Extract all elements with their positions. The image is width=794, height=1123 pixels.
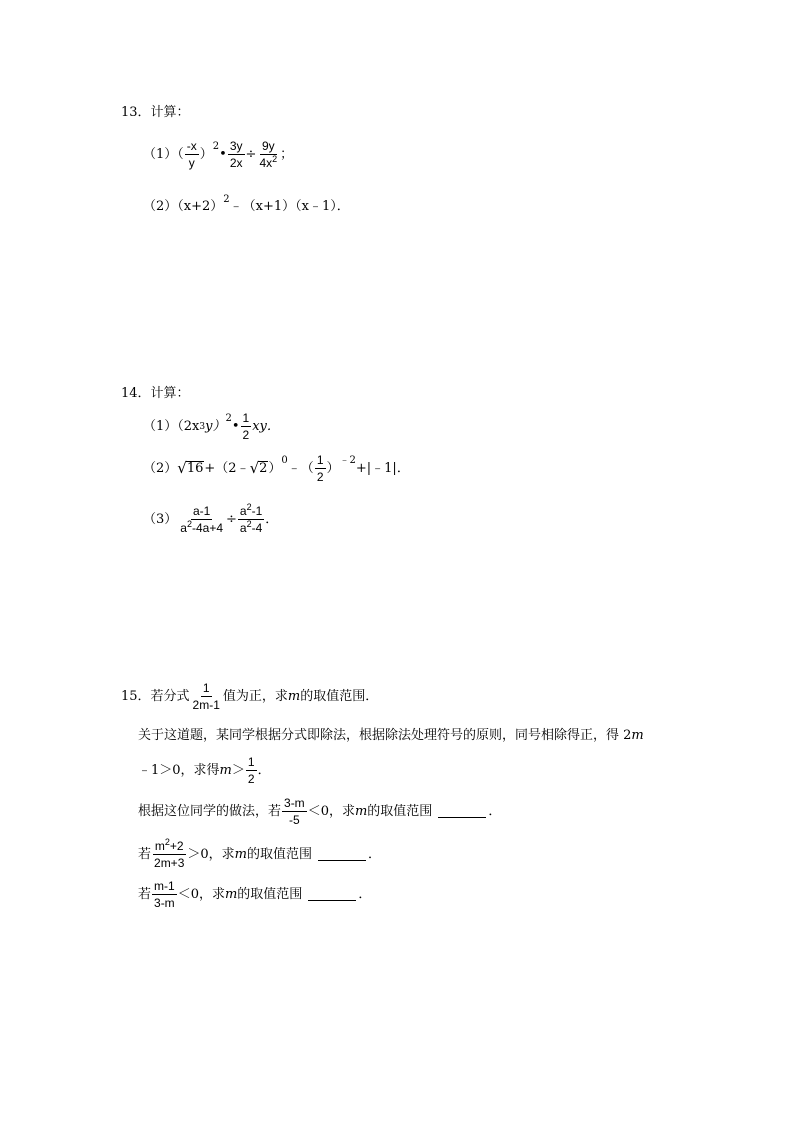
- num-rest: +2: [169, 839, 184, 853]
- q15-line3: [138, 797, 501, 826]
- num-rest: -1: [251, 504, 263, 518]
- q14-p3-frac-a: [178, 505, 225, 534]
- sqrt-symbol: √ 16: [177, 459, 204, 478]
- q15-line4-period: ．: [368, 847, 382, 862]
- q15-line2: [138, 756, 271, 785]
- den-rest: -4: [251, 521, 263, 535]
- frac-numerator: 3-m: [284, 796, 305, 810]
- den-rest: -4a+4: [191, 521, 224, 535]
- frac-numerator: 1: [242, 411, 250, 425]
- num-a: a: [239, 504, 247, 518]
- q15-line5-pre: 若: [138, 887, 152, 902]
- frac-denominator: 2m+3: [154, 856, 185, 870]
- q14-part2: [143, 454, 410, 483]
- q15-line3-pre: 根据这位同学的做法，若: [138, 804, 282, 819]
- q14-p3-end: ．: [265, 512, 279, 527]
- q15-line1: [138, 729, 644, 742]
- frac-numerator: 9y: [261, 139, 275, 153]
- q15-line3-m: m: [354, 804, 368, 819]
- q14-p3-label: （3）: [143, 512, 178, 527]
- q13-p1-frac-b: [228, 140, 245, 169]
- frac-numerator: -x: [186, 139, 197, 153]
- q15-line5-end: 的取值范围: [237, 887, 303, 902]
- den-exponent: 2: [186, 519, 192, 529]
- frac-numerator: 1: [316, 453, 324, 467]
- q15-title-pre: 15．若分式: [121, 689, 190, 704]
- q15-line2-frac: [246, 756, 257, 785]
- q14-p1-exponent: 2: [225, 412, 232, 424]
- q13-p1-dot: •: [219, 147, 227, 162]
- q15-line1-text: 关于这道题，某同学根据分式即除法，根据除法处理符号的原则，同号相除得正，得 2: [138, 728, 632, 743]
- q14-p2-plus: +（2﹣: [204, 461, 250, 476]
- q14-p3-frac-b: [238, 502, 264, 535]
- den-a: a: [239, 521, 247, 535]
- q13-part1: [143, 140, 293, 169]
- q15-line2-end: ．: [257, 763, 271, 778]
- q15-line3-mid: ＜0，求: [307, 804, 355, 819]
- q13-p1-label: （1）（: [143, 147, 184, 162]
- q15-line4-frac: [152, 837, 186, 870]
- q15-line2-m: m: [219, 763, 232, 778]
- q14-p2-tail: +|﹣1|．: [355, 461, 410, 476]
- q14-title: 14．计算：: [121, 386, 190, 401]
- q14-p1-dot: •: [231, 419, 240, 434]
- frac-denominator: 2x: [229, 156, 243, 170]
- q15-title: [121, 682, 378, 711]
- q15-line5-period: ．: [358, 887, 372, 902]
- q13-p1-frac-a: [185, 140, 199, 169]
- num-exponent: 2: [246, 502, 252, 512]
- answer-blank[interactable]: [308, 889, 356, 901]
- q13-p1-end: ；: [280, 147, 294, 162]
- q13-p1-close: ）: [199, 147, 213, 162]
- frac-denominator: 2: [247, 772, 255, 786]
- q15-line5: [138, 880, 371, 909]
- q15-line4-mid: ＞0，求: [187, 847, 235, 862]
- sqrt-radicand: 16: [186, 460, 204, 476]
- q14-part1: （1）（2x 3 y） 2 • $\frac{1}{2}$ xy．: [143, 411, 280, 442]
- q13-part2: [143, 194, 350, 214]
- q15-line3-period: ．: [488, 804, 502, 819]
- frac-den-base: 4x: [259, 156, 273, 170]
- q15-line5-frac: [152, 880, 177, 909]
- frac-numerator: 3y: [229, 139, 243, 153]
- frac-denominator: [238, 520, 264, 534]
- q13-p2-rest: ﹣（x+1）（x﹣1）．: [229, 199, 350, 214]
- q15-line5-m: m: [224, 887, 238, 902]
- frac-denominator: [257, 155, 279, 169]
- q15-line3-end: 的取值范围: [367, 804, 433, 819]
- frac-numerator: 1: [247, 755, 255, 769]
- q15-title-post: 值为正，求: [222, 689, 288, 704]
- q13-p1-div: ÷: [245, 147, 257, 162]
- q15-line4-end: 的取值范围: [246, 847, 312, 862]
- q13-p2-exponent: 2: [223, 194, 230, 205]
- answer-blank[interactable]: [438, 806, 486, 818]
- frac-numerator: [153, 837, 186, 855]
- frac-numerator: m-1: [154, 879, 175, 893]
- q14-p1-tail: xy．: [252, 419, 280, 434]
- q15-line3-frac: [282, 797, 307, 826]
- q15-line5-mid: ＜0，求: [177, 887, 225, 902]
- q14-p2-exp2: ﹣2: [339, 454, 356, 466]
- q15-title-m: m: [287, 689, 301, 704]
- q14-p2-close0: ）: [268, 461, 282, 476]
- num-m: m: [154, 839, 165, 853]
- q15-line2-pre: ﹣1＞0，求得: [138, 763, 220, 778]
- frac-denominator: 3-m: [154, 896, 175, 910]
- den-exponent: 2: [246, 519, 252, 529]
- q14-p2-exp0: 0: [281, 454, 288, 466]
- q14-p2-frac: [315, 454, 326, 483]
- q13-p1-frac-c: [257, 140, 279, 169]
- q13-title: 13．计算：: [121, 105, 190, 120]
- frac-denominator: [178, 520, 225, 534]
- frac-den-exponent: 2: [272, 154, 278, 164]
- q13-p2-label: （2）（x+2）: [143, 199, 224, 214]
- num-exponent: 2: [164, 837, 170, 847]
- q15-title-end: 的取值范围．: [300, 689, 379, 704]
- q14-p2-label: （2）: [143, 461, 178, 476]
- frac-numerator: [238, 502, 264, 520]
- q14-p2-minus: ﹣（: [287, 461, 314, 476]
- frac-denominator: y: [188, 156, 195, 170]
- answer-blank[interactable]: [318, 849, 366, 861]
- frac-numerator: 1: [202, 681, 210, 695]
- den-a: a: [180, 521, 187, 535]
- q15-line4-pre: 若: [138, 847, 152, 862]
- q15-line2-gt: ＞: [231, 763, 245, 778]
- q13-p1-exponent: 2: [212, 140, 220, 152]
- q14-p1-y: y）: [205, 419, 226, 434]
- q15-line4-m: m: [234, 847, 247, 862]
- q14-p3-div: ÷: [226, 512, 237, 527]
- frac-denominator: -5: [289, 813, 300, 827]
- frac-denominator: 2: [242, 428, 250, 442]
- sqrt-symbol: √ 2: [249, 459, 268, 478]
- sqrt-radicand: 2: [259, 460, 268, 476]
- frac-denominator: 2: [316, 470, 324, 484]
- q14-p2-close2: ）: [326, 461, 340, 476]
- frac-numerator: a-1: [192, 504, 211, 518]
- q14-p1-frac: [241, 412, 252, 441]
- q15-line1-m: m: [631, 728, 644, 743]
- frac-denominator: 2m-1: [192, 698, 220, 712]
- q15-title-frac: [191, 682, 222, 711]
- q14-p1-label: （1）（2x: [143, 419, 200, 434]
- q15-line4: [138, 837, 382, 870]
- q14-part3: [143, 502, 279, 535]
